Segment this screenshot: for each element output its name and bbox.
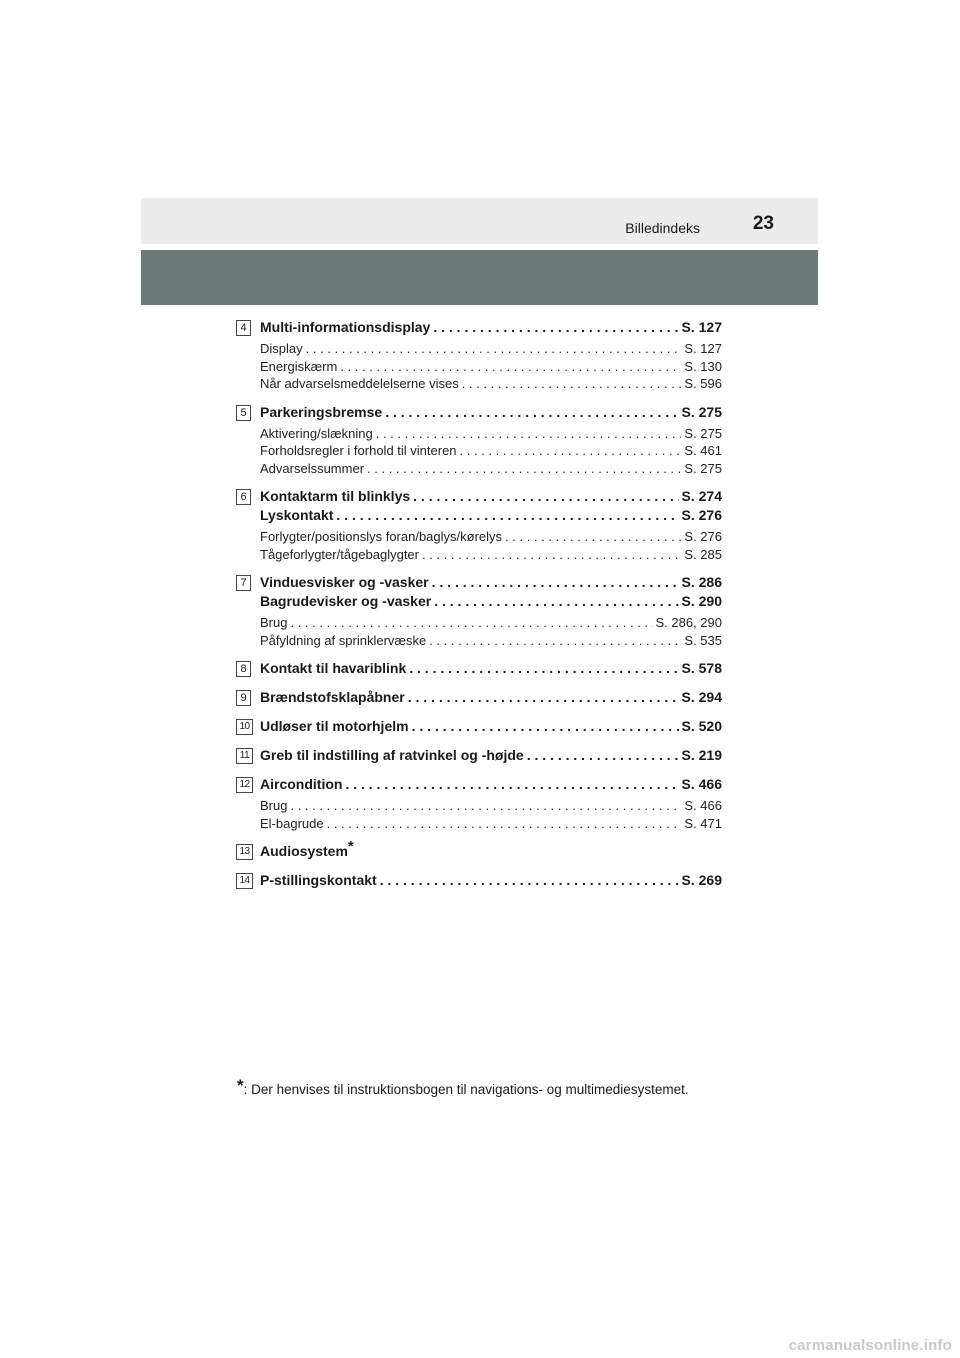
main-entry-line[interactable] <box>260 871 722 890</box>
page-reference: S. 275 <box>684 460 722 476</box>
page-reference: S. 461 <box>684 443 722 458</box>
main-entry-text: Kontaktarm til blinklys <box>260 488 411 504</box>
sub-entry-line[interactable] <box>260 442 722 460</box>
sub-entry-label: El-bagrude <box>260 815 324 831</box>
main-entry-line[interactable] <box>260 506 722 525</box>
sub-entry-line[interactable] <box>260 546 722 564</box>
sub-entry-label: Brug <box>260 615 288 630</box>
page-reference: S. 269 <box>681 872 722 888</box>
dot-leader <box>306 340 682 358</box>
dot-leader <box>429 632 681 650</box>
dot-leader <box>422 546 681 564</box>
sub-entry-group <box>260 797 722 832</box>
page-reference: S. 471 <box>684 815 722 831</box>
entry-number-box: 8 <box>236 661 251 677</box>
sub-entry-line[interactable] <box>260 797 722 815</box>
sub-entry-line[interactable] <box>260 460 722 478</box>
sub-entry-line[interactable] <box>260 614 722 632</box>
dot-leader <box>460 442 682 460</box>
main-entry-text: Kontakt til havariblink <box>260 660 407 676</box>
page-reference: S. 275 <box>681 403 722 420</box>
main-entry-text: Vinduesvisker og -vasker <box>260 574 429 590</box>
page-reference: S. 535 <box>684 632 722 648</box>
page-reference: S. 520 <box>681 718 722 734</box>
page-reference: S. 290 <box>681 593 722 609</box>
page-reference: S. 285 <box>684 546 722 562</box>
dot-leader <box>290 797 681 815</box>
main-entry-line[interactable] <box>260 573 722 592</box>
sub-entry-label: Display <box>260 341 303 356</box>
page-reference: S. 275 <box>684 425 722 441</box>
sub-entry-label: Aktivering/slækning <box>260 425 373 441</box>
page-reference: S. 130 <box>684 358 722 374</box>
footnote <box>237 1076 689 1097</box>
sub-entry-line[interactable] <box>260 340 722 358</box>
dot-leader <box>380 871 679 890</box>
main-entry-text: Udløser til motorhjelm <box>260 718 409 734</box>
main-entry-label <box>260 403 382 422</box>
page-reference: S. 596 <box>684 376 722 391</box>
main-entry-line[interactable] <box>260 746 722 765</box>
index-entry <box>236 318 722 393</box>
footnote-asterisk: * <box>237 1076 244 1095</box>
dot-leader <box>408 688 679 707</box>
dot-leader <box>462 375 682 393</box>
sub-entry-line[interactable] <box>260 632 722 650</box>
main-entry-text: Lyskontakt <box>260 507 334 523</box>
index-entry <box>236 746 722 765</box>
main-entry-line[interactable] <box>260 487 722 506</box>
page-reference: S. 127 <box>681 319 722 335</box>
sub-entry-group <box>260 340 722 393</box>
sub-entry-line[interactable] <box>260 375 722 393</box>
main-entry-label <box>260 717 409 736</box>
main-entry-label <box>260 318 430 337</box>
dot-leader <box>345 775 678 794</box>
section-title: Billedindeks <box>625 220 700 236</box>
page-reference: S. 276 <box>684 529 722 544</box>
page-reference: S. 466 <box>684 798 722 813</box>
sub-entry-label: Advarselssummer <box>260 460 365 476</box>
entry-number-box: 14 <box>236 873 253 889</box>
dot-leader <box>412 717 679 736</box>
main-entry-label <box>260 487 410 506</box>
picture-index-list <box>236 318 722 900</box>
sub-entry-label: Brug <box>260 798 288 813</box>
main-entry-label <box>260 573 429 592</box>
sub-entry-label: Forlygter/positionslys foran/baglys/kørelys <box>260 529 503 544</box>
sub-entry-line[interactable] <box>260 358 722 376</box>
page-reference: S. 127 <box>684 341 722 356</box>
entry-number-box: 5 <box>236 405 251 421</box>
sub-entry-group <box>260 528 722 563</box>
main-entry-label <box>260 871 377 890</box>
main-entry-text: Brændstofsklapåbner <box>260 689 405 705</box>
sub-entry-line[interactable] <box>260 528 722 546</box>
main-entry-label <box>260 659 406 678</box>
dot-leader <box>327 815 682 833</box>
entry-number-box: 7 <box>236 575 251 591</box>
dot-leader <box>527 746 679 765</box>
dot-leader <box>376 425 682 443</box>
footnote-reference-asterisk: * <box>347 838 354 855</box>
main-entry-line[interactable] <box>260 318 722 337</box>
page-reference: S. 274 <box>681 488 722 504</box>
sub-entry-line[interactable] <box>260 425 722 443</box>
main-entry-line[interactable] <box>260 717 722 736</box>
dot-leader <box>432 573 679 592</box>
sub-entry-label: Når advarselsmeddelelserne vises <box>260 376 459 391</box>
main-entry-line[interactable] <box>260 775 722 794</box>
dot-leader <box>434 592 678 611</box>
page-number: 23 <box>752 213 774 234</box>
page-reference: S. 276 <box>681 507 722 523</box>
main-entry-line[interactable] <box>260 688 722 707</box>
index-entry <box>236 688 722 707</box>
dot-leader <box>336 506 678 525</box>
main-entry-text: Parkeringsbremse <box>260 403 383 420</box>
main-entry-line[interactable] <box>260 659 722 678</box>
entry-number-box: 13 <box>236 844 253 860</box>
main-entry-text: Bagrudevisker og -vasker <box>260 593 432 609</box>
footnote-text: : Der henvises til instruktionsbogen til navigations- og multimediesystemet. <box>243 1082 689 1097</box>
dot-leader <box>409 659 678 678</box>
entry-number-box: 11 <box>236 748 253 764</box>
page-header-band <box>141 198 818 244</box>
index-entry <box>236 871 722 890</box>
dot-leader <box>505 528 681 546</box>
entry-number-box: 12 <box>236 777 253 793</box>
main-entry-text: Greb til indstilling af ratvinkel og -højde <box>260 747 524 763</box>
main-entry-label <box>260 506 333 525</box>
main-entry-label <box>260 775 342 794</box>
main-entry-line[interactable] <box>260 838 722 861</box>
main-entry-line[interactable] <box>260 592 722 611</box>
main-entry-label <box>260 838 354 861</box>
main-entry-line[interactable] <box>260 403 722 422</box>
index-entry <box>236 717 722 736</box>
main-entry-text: Audiosystem <box>260 843 348 859</box>
entry-number-box: 10 <box>236 719 253 735</box>
page-reference: S. 219 <box>681 747 722 763</box>
dot-leader <box>290 614 652 632</box>
main-entry-text: Aircondition <box>260 776 343 792</box>
sub-entry-group <box>260 425 722 478</box>
dot-leader <box>340 358 681 376</box>
page-reference: S. 578 <box>681 660 722 676</box>
sub-entry-group <box>260 614 722 649</box>
dot-leader <box>433 318 678 337</box>
index-entry <box>236 775 722 832</box>
dot-leader <box>367 460 681 478</box>
index-entry <box>236 573 722 649</box>
sub-entry-label: Påfyldning af sprinklervæske <box>260 632 427 648</box>
index-entry <box>236 659 722 678</box>
page-reference: S. 294 <box>681 689 722 705</box>
main-entry-label <box>260 746 524 765</box>
index-entry <box>236 487 722 563</box>
entry-number-box: 4 <box>236 320 251 336</box>
watermark: carmanualsonline.info <box>788 1337 952 1354</box>
dot-leader <box>385 403 678 422</box>
main-entry-text: P-stillingskontakt <box>260 872 377 888</box>
sub-entry-label: Energiskærm <box>260 358 338 374</box>
main-entry-label <box>260 688 405 707</box>
sub-entry-line[interactable] <box>260 815 722 833</box>
header-banner <box>141 250 818 305</box>
page-reference: S. 286 <box>681 574 722 590</box>
entry-number-box: 6 <box>236 489 251 505</box>
index-entry <box>236 838 722 861</box>
main-entry-label <box>260 592 431 611</box>
page-reference: S. 466 <box>681 776 722 792</box>
page-reference: S. 286, 290 <box>655 615 722 630</box>
sub-entry-label: Forholdsregler i forhold til vinteren <box>260 443 457 458</box>
main-entry-text: Multi-informationsdisplay <box>260 319 431 335</box>
entry-number-box: 9 <box>236 690 251 706</box>
sub-entry-label: Tågeforlygter/tågebaglygter <box>260 546 419 562</box>
index-entry <box>236 403 722 478</box>
dot-leader <box>413 487 678 506</box>
